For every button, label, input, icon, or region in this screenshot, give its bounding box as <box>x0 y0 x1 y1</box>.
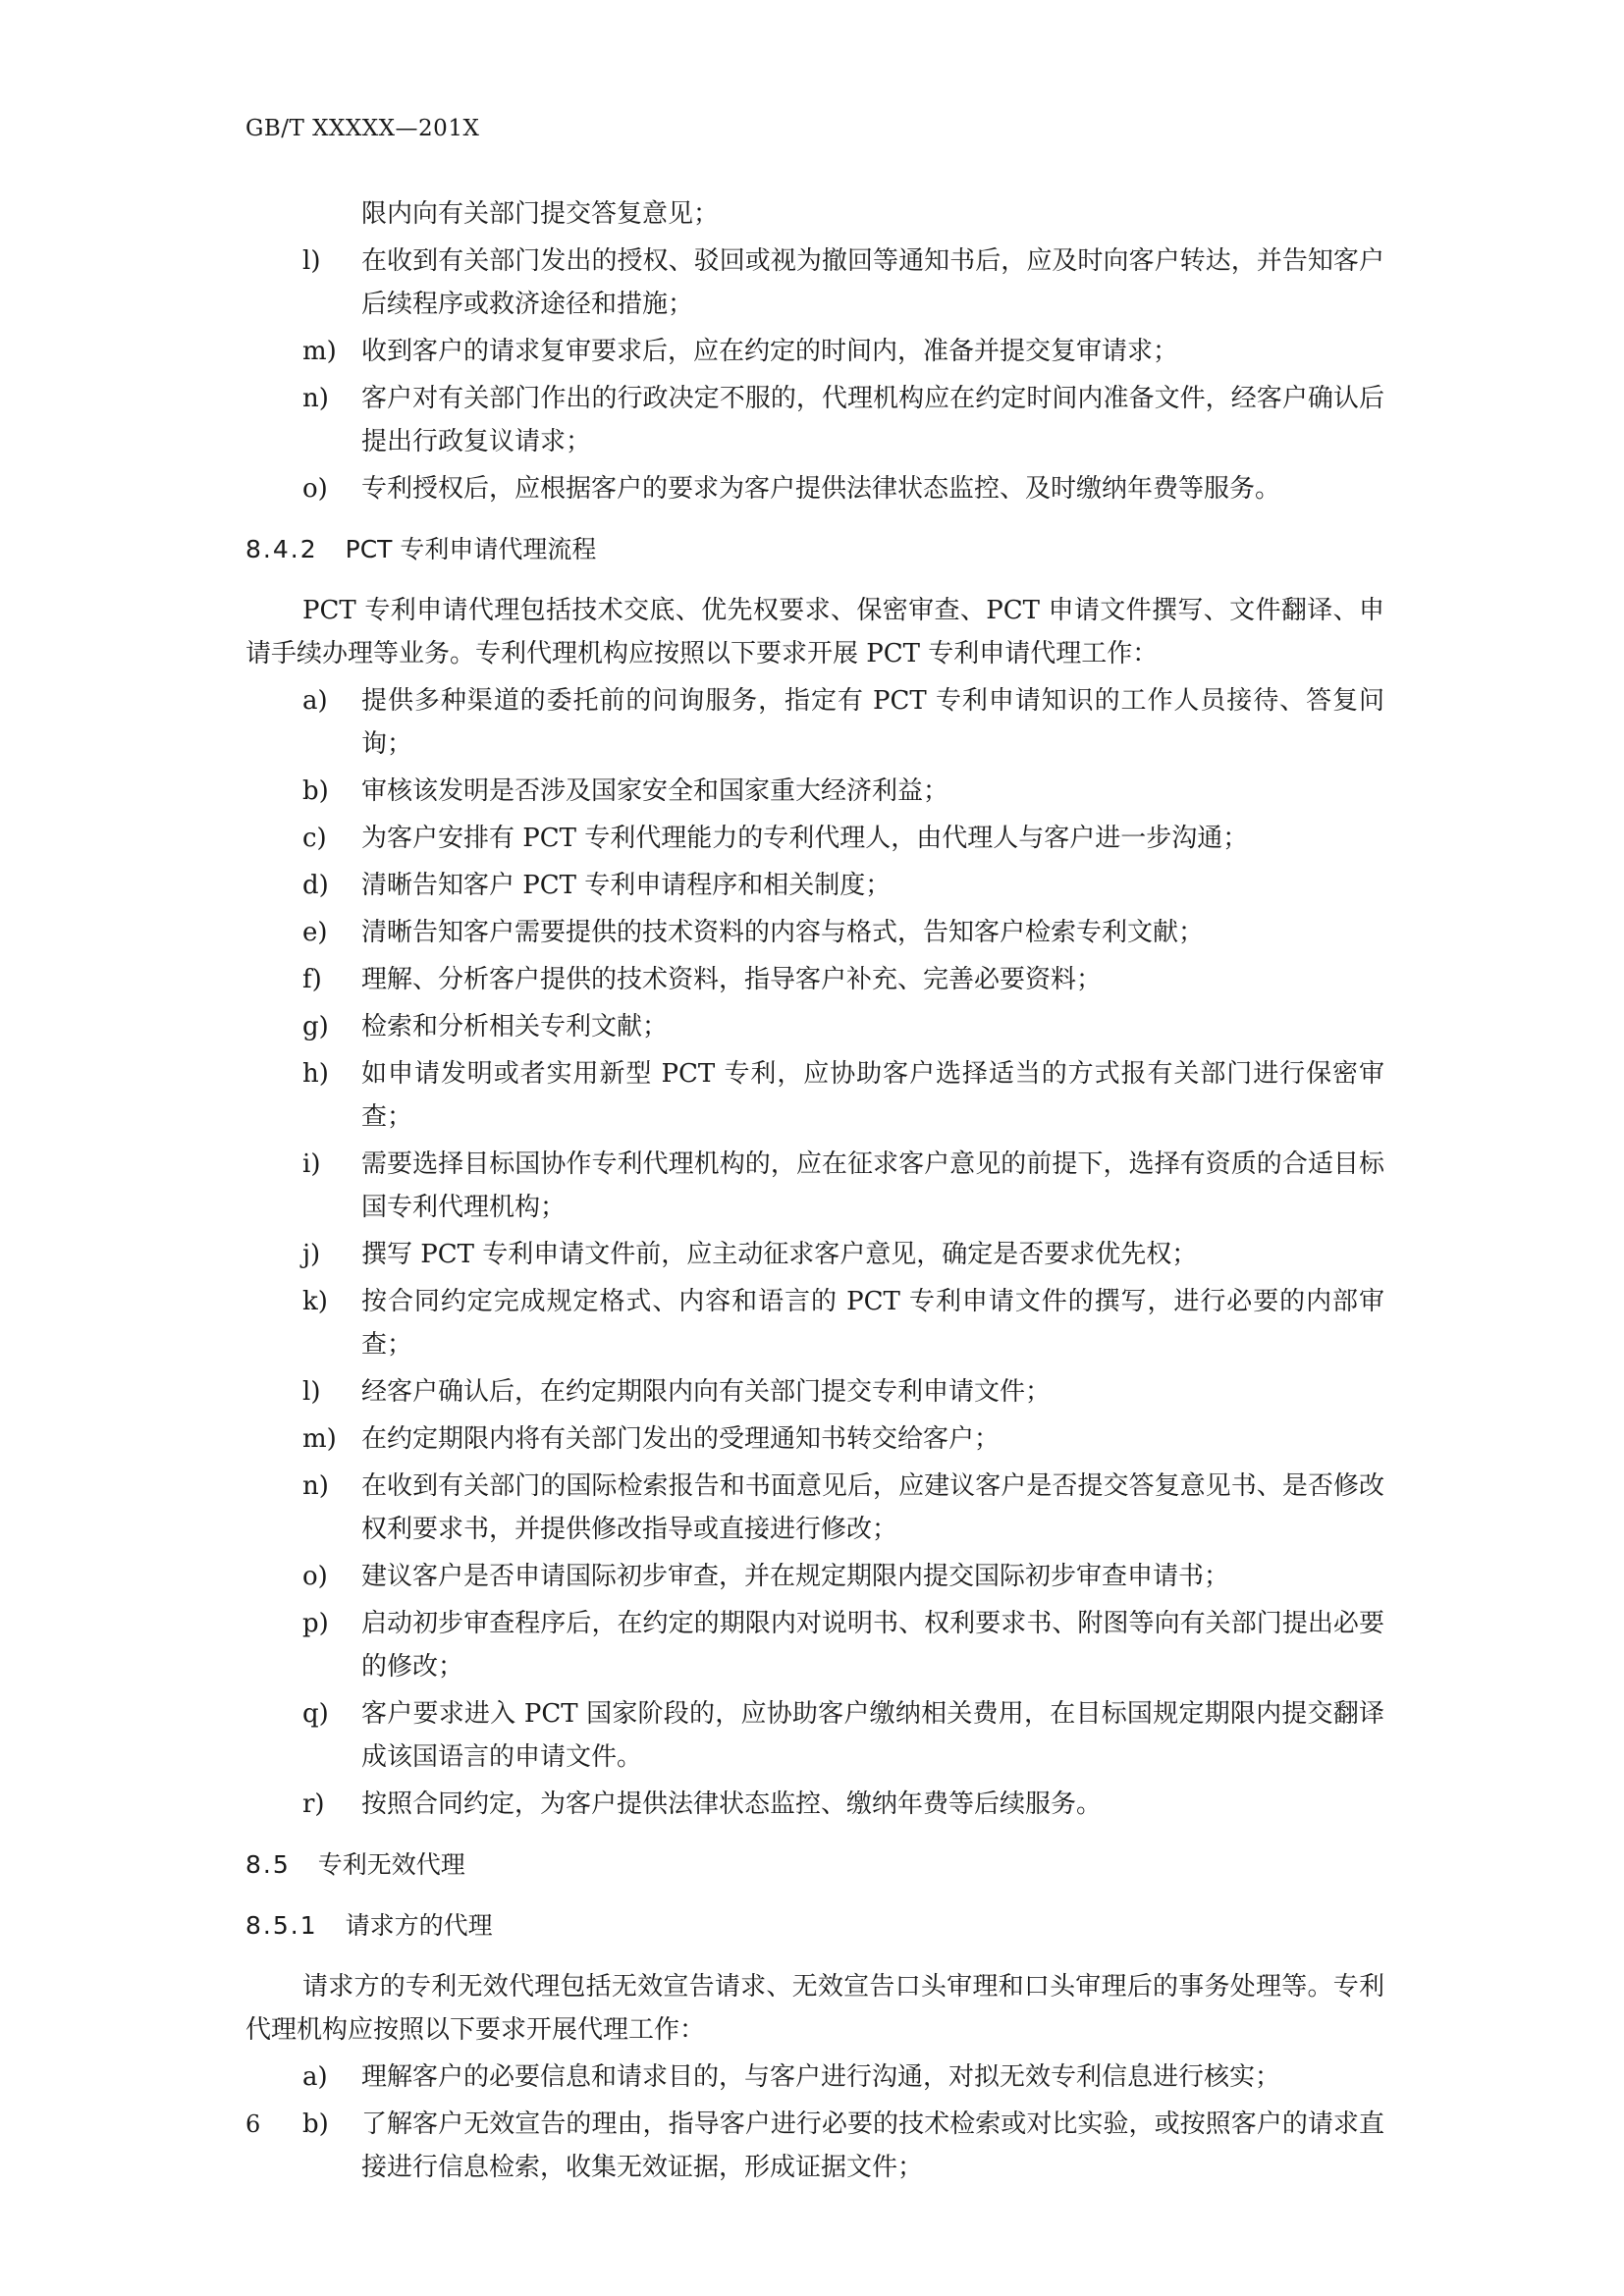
list-item <box>245 1005 1384 1048</box>
list-item-label: m) <box>302 337 337 366</box>
list-item-text: 撰写 PCT 专利申请文件前，应主动征求客户意见，确定是否要求优先权； <box>361 1240 1198 1269</box>
list-item-text: 理解、分析客户提供的技术资料，指导客户补充、完善必要资料； <box>361 965 1103 994</box>
section-heading-8-5-1 <box>245 1904 1384 1948</box>
list-section-8-4-2 <box>245 679 1384 1826</box>
list-item <box>245 1052 1384 1139</box>
list-item <box>245 377 1384 463</box>
section-heading-8-5 <box>245 1843 1384 1887</box>
list-item <box>245 240 1384 326</box>
list-item-text: 了解客户无效宣告的理由，指导客户进行必要的技术检索或对比实验，或按照客户的请求直接进行信息检索，收集无效证据，形成证据文件； <box>361 2109 1384 2182</box>
list-item-label: a) <box>302 2062 328 2092</box>
section-intro-paragraph: PCT 专利申请代理包括技术交底、优先权要求、保密审查、PCT 申请文件撰写、文件翻译、申请手续办理等业务。专利代理机构应按照以下要求开展 PCT 专利申请代理工作： <box>245 596 1384 668</box>
list-item <box>245 330 1384 373</box>
list-item-text: 客户对有关部门作出的行政决定不服的，代理机构应在约定时间内准备文件，经客户确认后提出行政复议请求； <box>361 384 1384 456</box>
list-item-label: i) <box>302 1149 321 1179</box>
list-item <box>245 864 1384 907</box>
list-item <box>245 1692 1384 1779</box>
list-item-text: 审核该发明是否涉及国家安全和国家重大经济利益； <box>361 776 949 806</box>
list-item-label: h) <box>302 1059 329 1089</box>
list-item-label: q) <box>302 1699 329 1729</box>
list-item <box>245 1602 1384 1688</box>
list-item <box>245 1417 1384 1461</box>
section-title: 请求方的代理 <box>345 1911 493 1940</box>
list-item-label: j) <box>302 1240 321 1269</box>
list-item-text: 提供多种渠道的委托前的问询服务，指定有 PCT 专利申请知识的工作人员接待、答复问询； <box>361 686 1384 759</box>
list-item-label: o) <box>302 1562 328 1591</box>
list-item <box>245 1280 1384 1366</box>
list-item <box>245 1143 1384 1229</box>
list-previous-section <box>245 240 1384 510</box>
list-item-text: 在收到有关部门发出的授权、驳回或视为撤回等通知书后，应及时向客户转达，并告知客户后续程序或救济途径和措施； <box>361 246 1384 319</box>
list-item-text: 清晰告知客户需要提供的技术资料的内容与格式，告知客户检索专利文献； <box>361 918 1205 947</box>
list-item <box>245 679 1384 766</box>
list-section-8-5-1 <box>245 2056 1384 2189</box>
section-number: 8.5.1 <box>245 1911 318 1940</box>
list-item <box>245 1555 1384 1598</box>
list-item-text: 经客户确认后，在约定期限内向有关部门提交专利申请文件； <box>361 1377 1052 1407</box>
list-item-text: 需要选择目标国协作专利代理机构的，应在征求客户意见的前提下，选择有资质的合适目标国专利代理机构； <box>361 1149 1384 1222</box>
list-item <box>245 911 1384 954</box>
list-item <box>245 770 1384 813</box>
list-item-text: 检索和分析相关专利文献； <box>361 1012 669 1041</box>
section-heading-8-4-2 <box>245 528 1384 571</box>
list-item-label: b) <box>302 776 329 806</box>
list-item-label: p) <box>302 1609 329 1638</box>
list-item-label: l) <box>302 1377 321 1407</box>
list-item-text: 如申请发明或者实用新型 PCT 专利，应协助客户选择适当的方式报有关部门进行保密审查； <box>361 1059 1384 1132</box>
section-number: 8.4.2 <box>245 535 318 563</box>
list-item-text: 客户要求进入 PCT 国家阶段的，应协助客户缴纳相关费用，在目标国规定期限内提交翻译成该国语言的申请文件。 <box>361 1699 1384 1772</box>
list-item-text: 启动初步审查程序后，在约定的期限内对说明书、权利要求书、附图等向有关部门提出必要的修改； <box>361 1609 1384 1682</box>
continuation-text: 限内向有关部门提交答复意见； <box>361 199 720 229</box>
list-item <box>245 467 1384 510</box>
list-item-label: m) <box>302 1424 337 1454</box>
list-item-label: l) <box>302 246 321 276</box>
list-item-text: 在约定期限内将有关部门发出的受理通知书转交给客户； <box>361 1424 1001 1454</box>
list-item-label: e) <box>302 918 328 947</box>
list-item-label: c) <box>302 824 327 853</box>
list-item-label: d) <box>302 871 329 900</box>
list-item <box>245 1233 1384 1276</box>
section-number: 8.5 <box>245 1850 291 1879</box>
list-item-label: g) <box>302 1012 329 1041</box>
list-item-text: 收到客户的请求复审要求后，应在约定的时间内，准备并提交复审请求； <box>361 337 1179 366</box>
list-item-text: 清晰告知客户 PCT 专利申请程序和相关制度； <box>361 871 892 900</box>
list-item-label: n) <box>302 384 329 413</box>
document-body <box>245 192 1384 2193</box>
page-number: 6 <box>245 2110 261 2138</box>
list-item-label: r) <box>302 1789 325 1819</box>
list-item-text: 理解客户的必要信息和请求目的，与客户进行沟通，对拟无效专利信息进行核实； <box>361 2062 1281 2092</box>
list-item-label: a) <box>302 686 328 716</box>
list-item <box>245 2103 1384 2189</box>
list-item-text: 在收到有关部门的国际检索报告和书面意见后，应建议客户是否提交答复意见书、是否修改权利要求书，并提供修改指导或直接进行修改； <box>361 1471 1384 1544</box>
list-item <box>245 1783 1384 1826</box>
list-item-text: 建议客户是否申请国际初步审查，并在规定期限内提交国际初步审查申请书； <box>361 1562 1230 1591</box>
list-item-text: 专利授权后，应根据客户的要求为客户提供法律状态监控、及时缴纳年费等服务。 <box>361 474 1281 504</box>
list-item-label: o) <box>302 474 328 504</box>
list-item <box>245 958 1384 1001</box>
list-item <box>245 1370 1384 1414</box>
list-item-label: f) <box>302 965 322 994</box>
list-item-text: 按合同约定完成规定格式、内容和语言的 PCT 专利申请文件的撰写，进行必要的内部审查； <box>361 1287 1384 1360</box>
list-item-text: 按照合同约定，为客户提供法律状态监控、缴纳年费等后续服务。 <box>361 1789 1103 1819</box>
list-item <box>245 2056 1384 2099</box>
list-item-label: k) <box>302 1287 328 1316</box>
section-title: 专利无效代理 <box>317 1850 465 1879</box>
list-item-label: n) <box>302 1471 329 1501</box>
list-item <box>245 1465 1384 1551</box>
section-intro-paragraph: 请求方的专利无效代理包括无效宣告请求、无效宣告口头审理和口头审理后的事务处理等。专利代理机构应按照以下要求开展代理工作： <box>245 1972 1384 2045</box>
list-item-text: 为客户安排有 PCT 专利代理能力的专利代理人，由代理人与客户进一步沟通； <box>361 824 1249 853</box>
section-title: PCT 专利申请代理流程 <box>345 535 597 563</box>
document-code-header: GB/T XXXXX—201X <box>245 116 480 141</box>
list-item-label: b) <box>302 2109 329 2139</box>
list-item <box>245 817 1384 860</box>
